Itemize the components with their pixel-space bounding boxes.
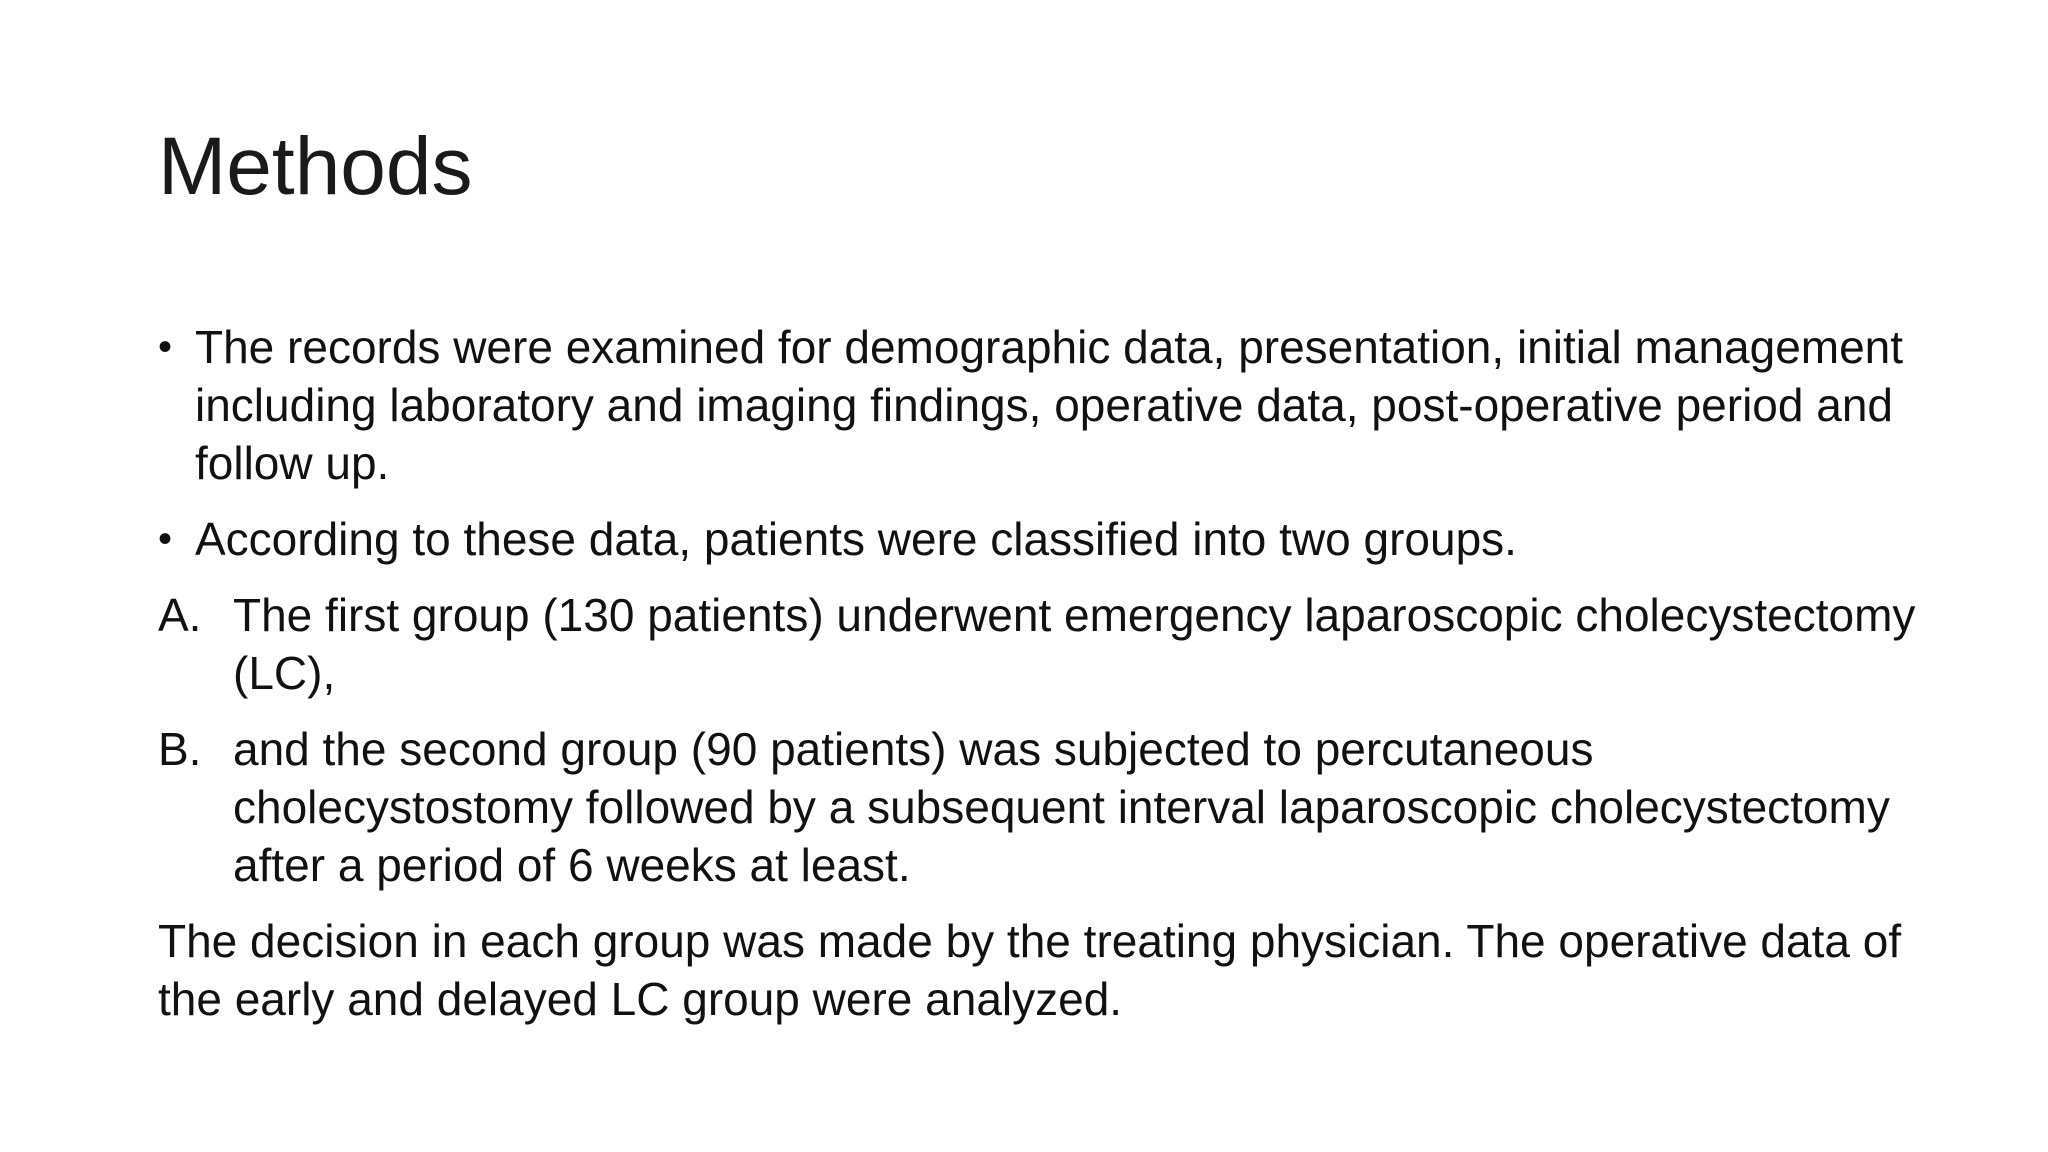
- list-letter: B.: [158, 723, 202, 775]
- slide-body: [158, 318, 1918, 1028]
- bullet-text: The records were examined for demographic data, presentation, initial management including laboratory and imaging findings, operative data, post-operative period and follow up.: [195, 321, 1904, 489]
- bullet-icon: •: [158, 517, 173, 561]
- bullet-text: According to these data, patients were classified into two groups.: [195, 513, 1517, 565]
- lettered-text: The first group (130 patients) underwent emergency laparoscopic cholecystectomy (LC),: [233, 589, 1916, 699]
- lettered-item-a: [158, 586, 1918, 702]
- lettered-text: and the second group (90 patients) was subjected to percutaneous cholecystostomy followed by a subsequent interval laparoscopic cholecystectomy after a period of 6 weeks at least.: [233, 723, 1890, 891]
- bullet-item-2: [158, 510, 1918, 568]
- bullet-icon: •: [158, 325, 173, 369]
- list-letter: A.: [158, 589, 202, 641]
- lettered-item-b: [158, 720, 1918, 894]
- bullet-item-1: [158, 318, 1918, 492]
- slide-title: Methods: [158, 121, 473, 212]
- closing-paragraph: The decision in each group was made by the treating physician. The operative data of the early and delayed LC group were analyzed.: [158, 915, 1902, 1025]
